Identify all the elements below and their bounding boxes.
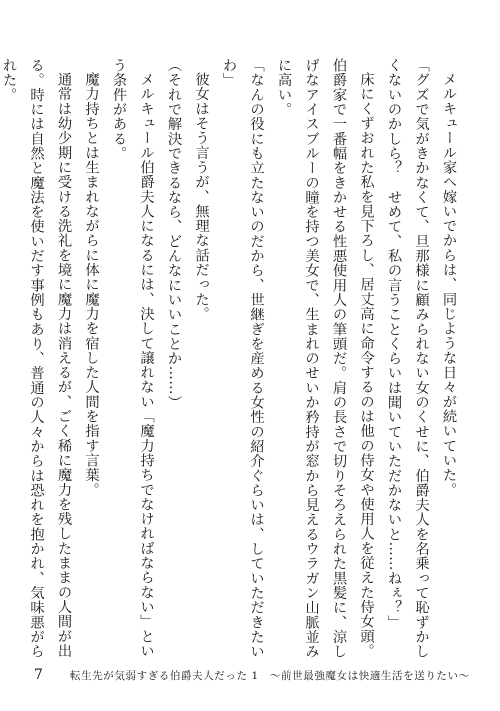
page-number: 7: [34, 667, 43, 683]
paragraph-4: 「なんの役にも立たないのだから、世継ぎを産める女性の紹介ぐらいは、していただきたいわ」: [221, 58, 265, 659]
paragraph-9: 通常は幼少期に受ける洗礼を境に魔力は消えるが、ごく稀に魔力を残したままの人間が出る。時には自然と魔法を使いだす事例もあり、普通の人々からは恐れを抱かれ、気味悪がられた。: [1, 58, 72, 659]
paragraph-1: メルキュール家へ嫁いでからは、同じような日々が続いていた。: [441, 72, 457, 498]
book-title: 転生先が気弱すぎる伯爵夫人だった 1 ～前世最強魔女は快適生活を送りたい～: [70, 669, 470, 682]
paragraph-7: メルキュール伯爵夫人になるには、決して譲れない「魔力持ちでなければならない」という条件がある。: [111, 58, 155, 659]
paragraph-3: 床にくずおれた私を見下ろし、居丈高に命令するのは他の侍女や使用人を従えた侍女頭。伯爵家で一番幅をきかせる性悪使用人の筆頭だ。肩の長さで切りそろえられた黒髪に、涼しげなアイスブルーの瞳を持つ美女で、生まれのせいか矜持が窓から見えるウラガン山脈並みに高い。: [276, 58, 375, 659]
paragraph-2: 「グズで気がきかなくて、旦那様に顧みられない女のくせに、伯爵夫人を名乗って恥ずかしくないのかしら？ せめて、私の言うことくらいは聞いていただかないと……ねぇ？」: [386, 58, 430, 659]
page-footer: [34, 664, 474, 686]
vertical-body-text: [1, 58, 462, 664]
paragraph-5: 彼女はそう言うが、無理な話だった。: [193, 72, 210, 322]
paragraph-6: （それで解決できるなら、どんなにいいことか……）: [166, 58, 182, 410]
paragraph-8: 魔力持ちとは生まれながらに体に魔力を宿した人間を指す言葉。: [83, 72, 100, 498]
